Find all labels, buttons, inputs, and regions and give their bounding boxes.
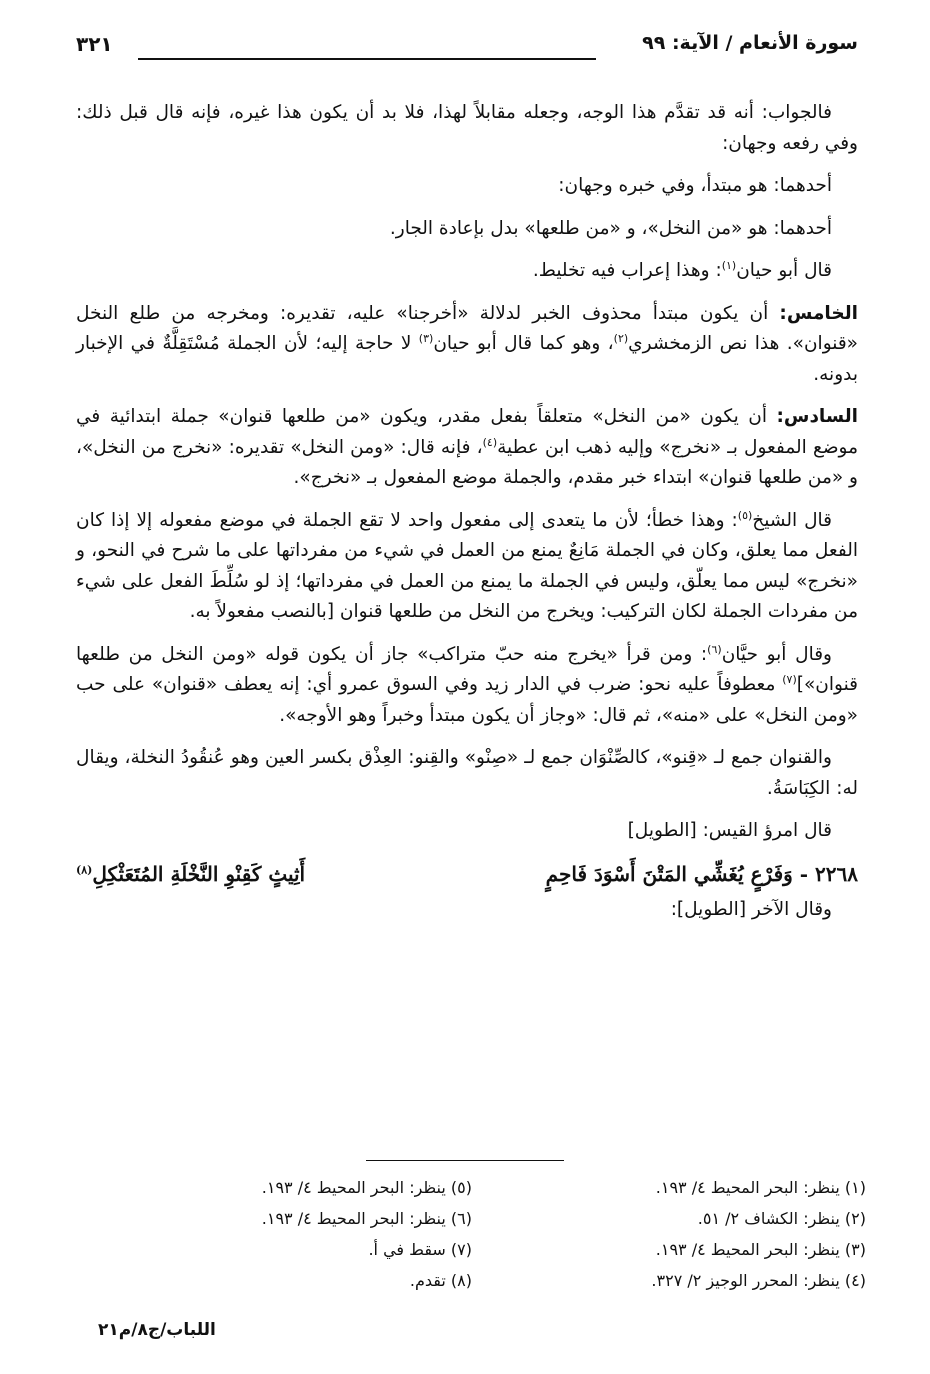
footnote-ref: (٥) bbox=[737, 508, 753, 522]
text-run: أن يكون «من النخل» متعلقاً بفعل مقدر، ويكون «من طلعها قنوان» جملة ابتدائية في موضع المفعول بـ «نخرج» وإليه ذهب ابن عطية bbox=[76, 406, 858, 458]
verse-second-hemistich bbox=[76, 859, 305, 890]
text-run: ، فإنه قال: «ومن النخل» تقديره: «نخرج من النخل»، و «من طلعها قنوان» ابتداء خبر مقدم، والجملة موضع المفعول بـ «نخرج». bbox=[76, 436, 858, 488]
footnote: (٤) ينظر: المحرر الوجيز ٢/ ٣٢٧. bbox=[651, 1271, 866, 1290]
keyword-sixth: السادس: bbox=[776, 406, 858, 427]
text-run: قال الشيخ bbox=[752, 509, 832, 531]
footnote: (٦) ينظر: البحر المحيط ٤/ ١٩٣. bbox=[261, 1209, 472, 1228]
text-run: : وهذا خطأ؛ لأن ما يتعدى إلى مفعول واحد لا تقع الجملة في موضع مفعوله إلا إذا كان الفعل مما يعلق، وكان في الجملة مَانِعٌ يمنع من العمل في شيء من مفرداتها على ما شرح في النحو، و «نخرج» ليس مما يعلّق، وليس في الجملة ما يمنع من العمل في مفرداتها؛ إذ لو سُلِّطَ الفعل على شيء من مفردات الجملة لكان التركيب: ويخرج من النخل من طلعها قنوان [بالنصب مفعولاً به. bbox=[76, 509, 858, 622]
footnote: (٧) سقط في أ. bbox=[368, 1240, 472, 1259]
paragraph-abu-hayyan bbox=[76, 256, 858, 287]
signature-mark: اللباب/ج٨/م٢١ bbox=[98, 1320, 216, 1340]
text-run: معطوفاً عليه نحو: ضرب في الدار زيد وفي السوق عمرو أي: إنه يعطف «قنوان» على حب «ومن النخل» على «منه»، ثم قال: «وجاز أن يكون مبتدأ وخبراً وهو الأوجه». bbox=[76, 674, 858, 726]
footnote-ref: (١) bbox=[721, 258, 737, 272]
footnote-ref: (٤) bbox=[482, 435, 498, 449]
text-run: لا حاجة إليه؛ لأن الجملة مُسْتَقِلَّةٌ في الإخبار بدونه. bbox=[76, 333, 858, 385]
footnote-rule bbox=[366, 1160, 564, 1161]
footnotes-right-column bbox=[536, 1172, 866, 1296]
header-rule bbox=[138, 58, 596, 60]
text-run: أَثِيثٍ كَقِنْوِ النَّخْلَةِ المُتَعَثْكِلِ bbox=[92, 861, 306, 886]
text-run: أن يكون مبتدأ محذوف الخبر لدلالة «أخرجنا» عليه، تقديره: ومخرجه من طلع النخل «قنوان». هذا نص الزمخشري bbox=[76, 302, 858, 354]
text-run: : ومن قرأ «يخرج منه حبّ متراكب» جاز أن يكون قوله «ومن النخل من طلعها قنوان»] bbox=[76, 643, 858, 695]
paragraph-shaykh bbox=[76, 506, 858, 628]
paragraph-another: وقال الآخر [الطويل]: bbox=[670, 898, 832, 920]
text-run: ، وهو كما قال أبو حيان bbox=[433, 333, 614, 354]
paragraph-qinwan: والقنوان جمع لـ «قِنو»، كالصِّنْوَان جمع لـ «صِنْو» والقِنو: العِذْق بكسر العين وهو عُنقُودُ النخلة، ويقال له: الكِبَاسَةُ. bbox=[76, 747, 858, 799]
paragraph-first-view: أحدهما: هو مبتدأ، وفي خبره وجهان: bbox=[558, 175, 832, 196]
paragraph-imru-al-qays: قال امرؤ القيس: [الطويل] bbox=[627, 820, 832, 841]
paragraph-abu-hayyan-2 bbox=[76, 640, 858, 732]
text-run: قال أبو حيان bbox=[736, 260, 832, 281]
footnote: (١) ينظر: البحر المحيط ٤/ ١٩٣. bbox=[655, 1178, 866, 1197]
footnote-ref: (٦) bbox=[707, 642, 722, 656]
page-header bbox=[76, 30, 858, 62]
footnote: (٢) ينظر: الكشاف ٢/ ٥١. bbox=[697, 1209, 866, 1228]
text-run: وقال أبو حيَّان bbox=[721, 643, 832, 665]
paragraph-sixth bbox=[76, 402, 858, 494]
footnote: (٨) تقدم. bbox=[409, 1271, 472, 1290]
keyword-fifth: الخامس: bbox=[779, 302, 858, 324]
poetry-verse bbox=[76, 859, 858, 893]
footnote: (٣) ينظر: البحر المحيط ٤/ ١٩٣. bbox=[655, 1240, 866, 1259]
verse-first-hemistich: ٢٢٦٨ - وَفَرْعٍ يُغَشِّي المَتْنَ أَسْوَدَ فَاحِمٍ bbox=[545, 861, 858, 886]
main-text bbox=[76, 98, 858, 937]
paragraph-fifth bbox=[76, 299, 858, 391]
footnote-ref: (٣) bbox=[418, 331, 434, 345]
footnote: (٥) ينظر: البحر المحيط ٤/ ١٩٣. bbox=[261, 1178, 472, 1197]
footnote-ref: (٨) bbox=[76, 862, 93, 876]
footnote-ref: (٧) bbox=[782, 672, 797, 686]
footnotes-left-column bbox=[142, 1172, 472, 1296]
paragraph-first-subview: أحدهما: هو «من النخل»، و «من طلعها» بدل بإعادة الجار. bbox=[389, 217, 832, 239]
footnote-ref: (٢) bbox=[613, 331, 629, 345]
answer-line-2: فإنه قال قبل ذلك: وفي رفعه وجهان: bbox=[76, 102, 858, 154]
answer-line-1: فالجواب: أنه قد تقدَّم هذا الوجه، وجعله مقابلاً لهذا، فلا بد أن يكون هذا غيره، bbox=[228, 102, 833, 123]
running-title: سورة الأنعام / الآية: ٩٩ bbox=[642, 32, 858, 54]
paragraph-answer bbox=[76, 98, 858, 159]
page-number: ٣٢١ bbox=[76, 32, 113, 56]
text-run: : وهذا إعراب فيه تخليط. bbox=[532, 260, 722, 281]
